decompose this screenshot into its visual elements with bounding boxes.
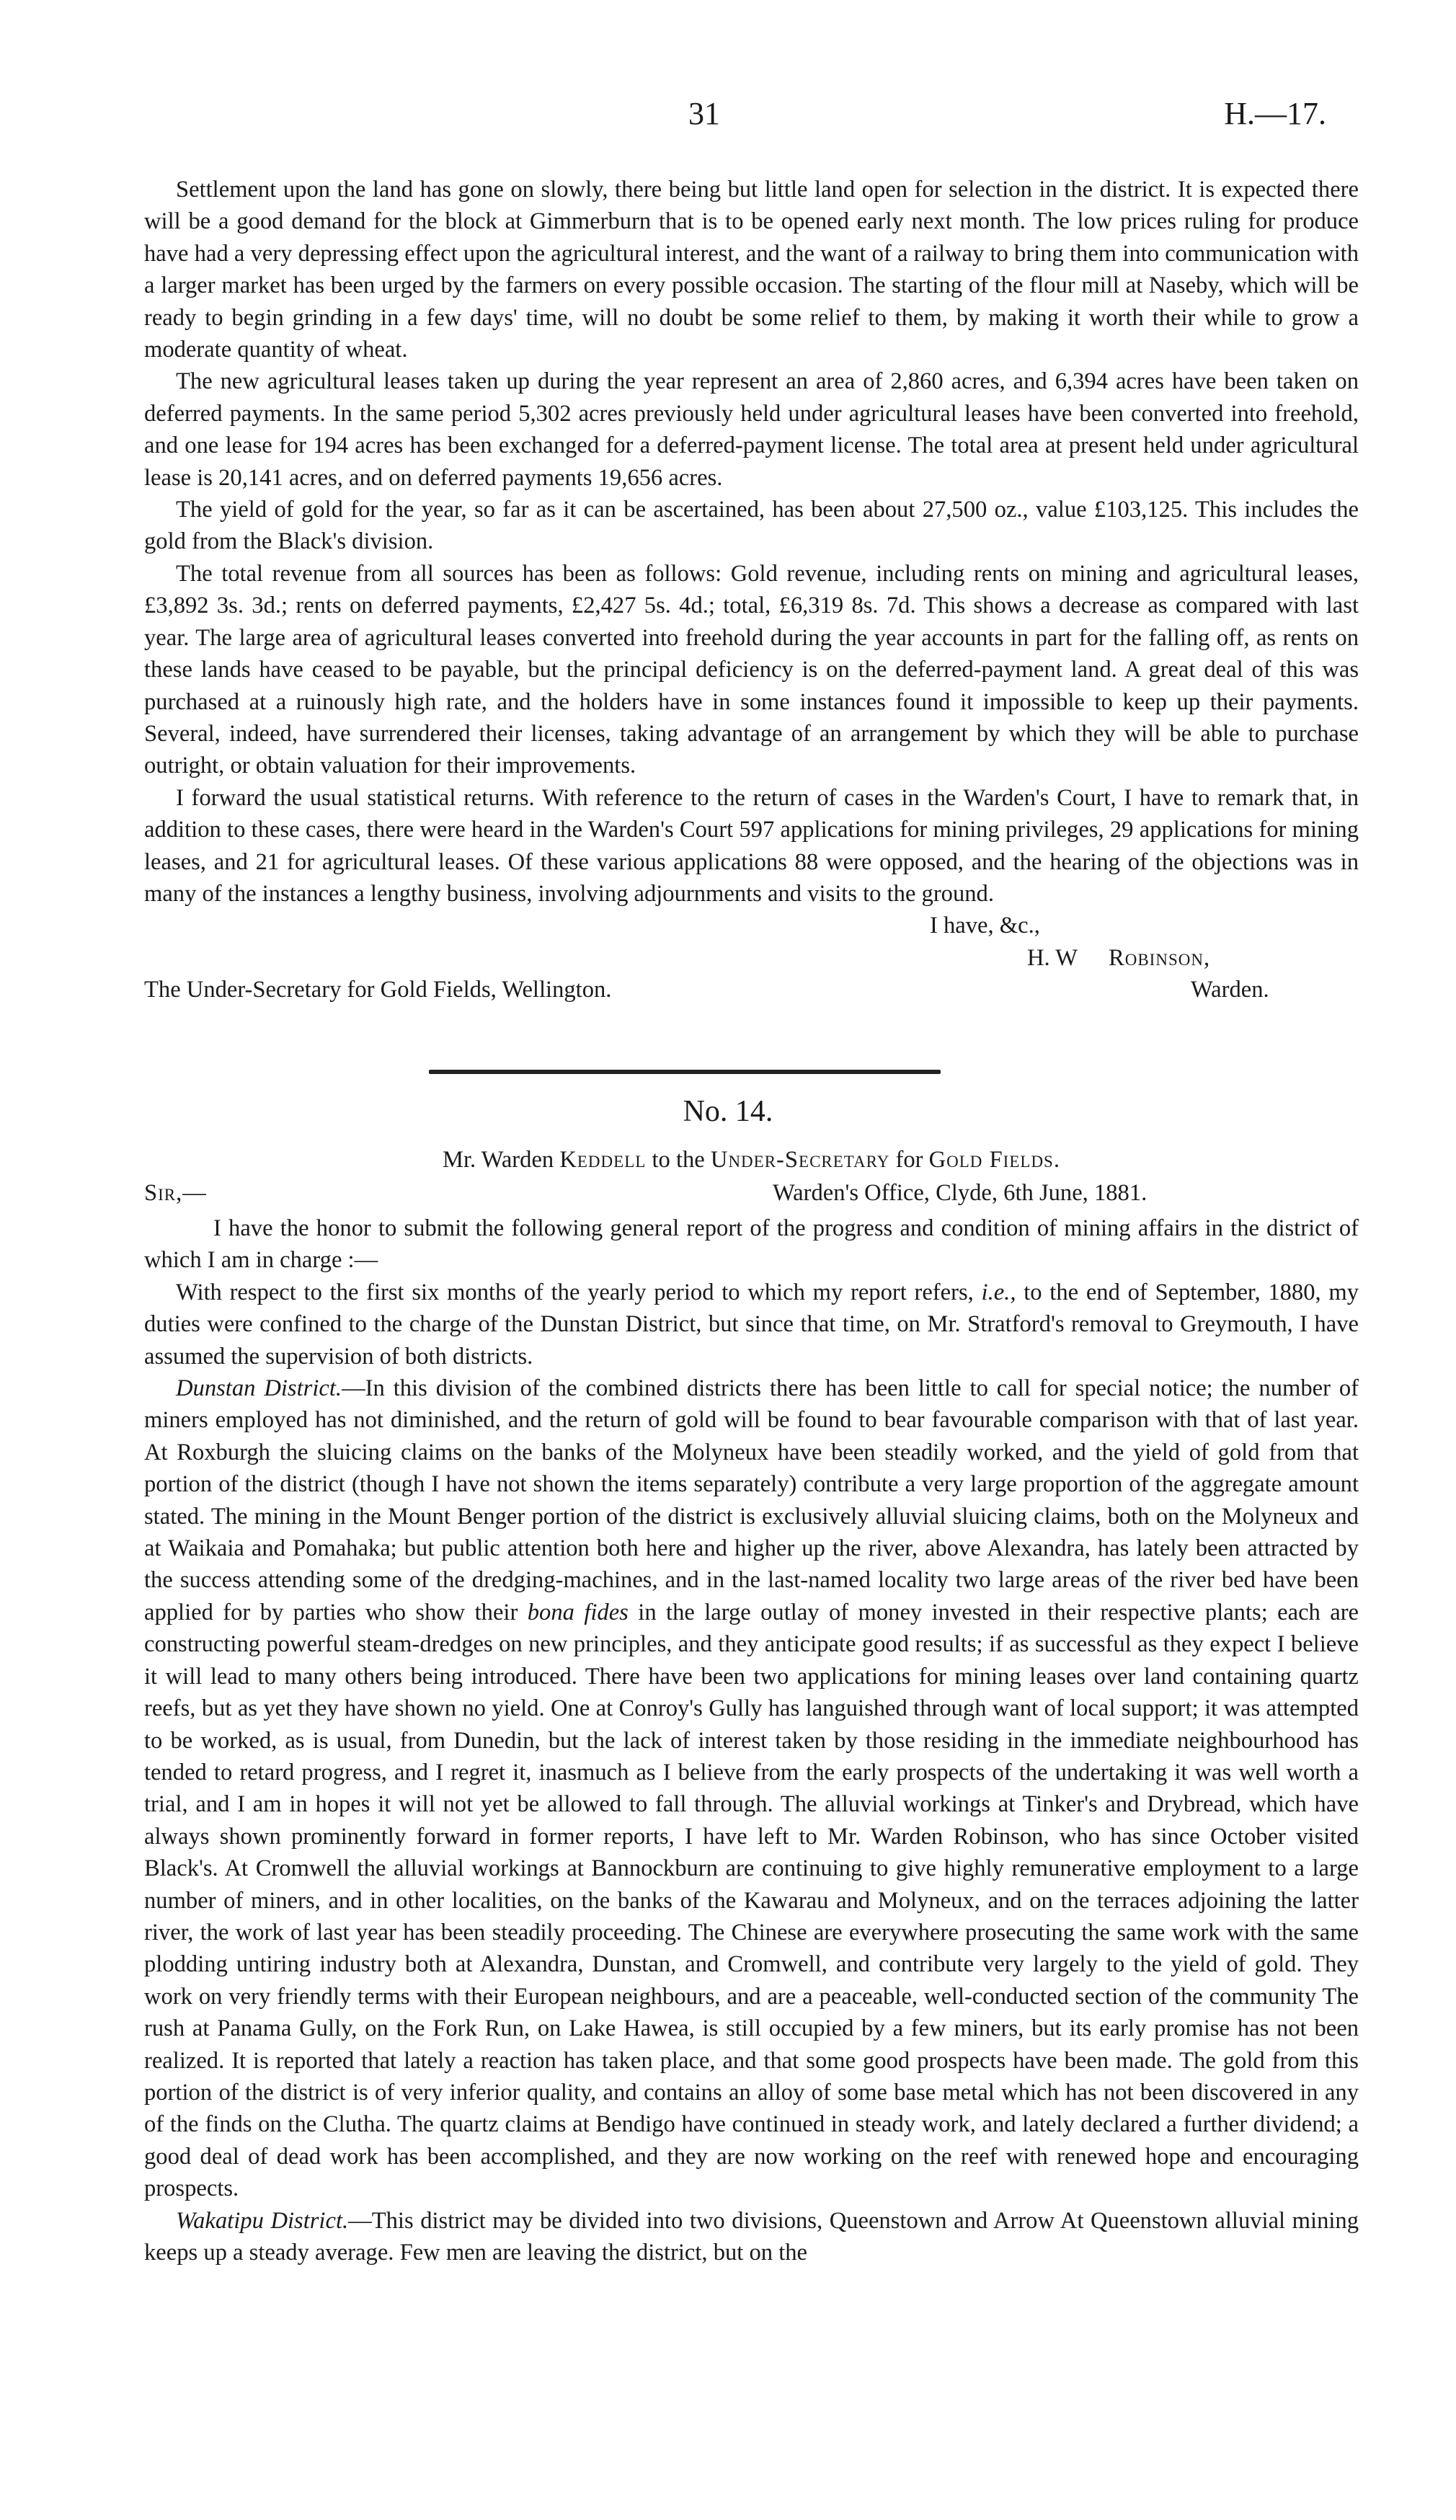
title-warden-name: Keddell — [559, 1147, 647, 1173]
page-number: 31 — [688, 96, 720, 131]
report-paragraph: With respect to the first six months of the yearly period to which my report refers, i.e., to the end of September, 1880, my duties were confined to the charge of the Dunstan District, but since that time, on Mr. Stratford's removal to Greymouth, I have assumed the supervision of both districts. — [144, 1279, 1359, 1370]
report-paragraph: The new agricultural leases taken up during the year represent an area of 2,860 acres, and 6,394 acres have been taken on deferred payments. In the same period 5,302 acres previously held under agricultural leases have been converted into freehold, and one lease for 194 acres has been exchanged for a deferred-payment license. The total area at present held under agricultural lease is 20,141 acres, and on deferred payments 19,656 acres. — [144, 368, 1359, 491]
signatory-title: Warden. — [1191, 977, 1269, 1003]
signatory-initials: H. W — [1027, 944, 1078, 971]
addressee: The Under-Secretary for Gold Fields, Wellington. — [144, 977, 612, 1003]
report-keddell — [144, 1212, 1359, 2268]
report-paragraph: The yield of gold for the year, so far as it can be ascertained, has been about 27,500 oz., value £103,125. This includes the gold from the Black's division. — [144, 497, 1359, 555]
report-paragraph: I forward the usual statistical returns. With reference to the return of cases in the Warden's Court, I have to remark that, in addition to these cases, there were heard in the Warden's Court 597 applications for mining privileges, 29 applications for mining leases, and 21 for agricultural leases. Of these various applications 88 were opposed, and the hearing of the objections was in many of the instances a lengthy business, involving adjournments and visits to the ground. — [144, 784, 1359, 907]
page-header — [0, 95, 1456, 138]
report-paragraph: The total revenue from all sources has been as follows: Gold revenue, including rents on mining and agricultural leases, £3,892 3s. 3d.; rents on deferred payments, £2,427 5s. 4d.; total, £6,319 8s. 7d. This shows a decrease as compared with last year. The large area of agricultural leases converted into freehold during the year accounts in part for the falling off, as rents on these lands have ceased to be payable, but the principal deficiency is on the deferred-payment land. A great deal of this was purchased at a ruinously high rate, and the holders have in some instances found it impossible to keep up their payments. Several, indeed, have surrendered their licenses, taking advantage of an arrangement by which they will be able to purchase outright, or obtain valuation for their improvements. — [144, 560, 1359, 779]
section-divider — [429, 1070, 941, 1074]
report-paragraph: Settlement upon the land has gone on slowly, there being but little land open for selection in the district. It is expected there will be a good demand for the block at Gimmerburn that is to be opened early next month. The low prices ruling for produce have had a very depressing effect upon the agricultural interest, and the want of a railway to bring them into communication with a larger market has been urged by the farmers on every possible occasion. The starting of the flour mill at Naseby, which will be ready to begin grinding in a few days' time, will no doubt be some relief to them, by making it worth their while to grow a moderate quantity of wheat. — [144, 177, 1359, 363]
document-number: No. 14. — [683, 1095, 773, 1128]
parliamentary-paper-reference: H.—17. — [1224, 96, 1326, 131]
title-prefix: Mr. Warden — [442, 1147, 554, 1173]
report-paragraph: I have the honor to submit the following general report of the progress and condition of mining affairs in the district of which I am in charge :— — [144, 1215, 1359, 1274]
signature-line — [144, 942, 1359, 974]
report-paragraph: Wakatipu District.—This district may be divided into two divisions, Queenstown and Arrow At Queenstown alluvial mining keeps up a steady average. Few men are leaving the district, but on the — [144, 2207, 1359, 2266]
salutation: Sir,— — [144, 1180, 207, 1206]
section-heading: Dunstan District. — [176, 1375, 342, 1402]
addressee-line — [144, 974, 1359, 1006]
title-recipient: Under-Secretary — [710, 1147, 890, 1173]
closing-phrase: I have, &c., — [930, 913, 1040, 939]
section-heading: Wakatipu District. — [176, 2207, 349, 2234]
closing-line — [144, 910, 1359, 941]
dateline: Warden's Office, Clyde, 6th June, 1881. — [773, 1180, 1148, 1206]
signatory-surname: Robinson, — [1109, 944, 1211, 971]
report-paragraph: Dunstan District.—In this division of the combined districts there has been little to call for special notice; the number of miners employed has not diminished, and the return of gold will be found to bear favourable comparison with that of last year. At Roxburgh the sluicing claims on the banks of the Molyneux have been steadily worked, and the yield of gold from that portion of the district (though I have not shown the items separately) contribute a very large proportion of the aggregate amount stated. The mining in the Mount Benger portion of the district is exclusively alluvial sluicing claims, both on the Molyneux and at Waikaia and Pomahaka; but public attention both here and higher up the river, above Alexandra, has lately been attracted by the success attending some of the dredging-machines, and in the last-named locality two large areas of the river bed have been applied for by parties who show their bona fides in the large outlay of money invested in their respective plants; each are constructing powerful steam-dredges on new principles, and they anticipate good results; if as successful as they expect I believe it will lead to many others being introduced. There have been two applications for mining leases over land containing quartz reefs, but as yet they have shown no yield. One at Conroy's Gully has languished through want of local support; it was attempted to be worked, as is usual, from Dunedin, but the lack of interest taken by those residing in the immediate neighbourhood has tended to retard progress, and I regret it, inasmuch as I believe from the early prospects of the undertaking it was well worth a trial, and I am in hopes it will not yet be allowed to fall through. The alluvial workings at Tinker's and Drybread, which have always shown prominently forward in former reports, I have left to Mr. Warden Robinson, who has since October visited Black's. At Cromwell the alluvial workings at Bannockburn are continuing to give highly remunerative employment to a large number of miners, and in other localities, on the banks of the Kawarau and Molyneux, and on the terraces adjoining the latter river, the work of last year has been steadily proceeding. The Chinese are everywhere prosecuting the same work with the same plodding untiring industry both at Alexandra, Dunstan, and Cromwell, and contribute very largely to the yield of gold. They work on very friendly terms with their European neighbours, and are a peaceable, well-conducted section of the community The rush at Panama Gully, on the Fork Run, on Lake Hawea, is still occupied by a few miners, but its early promise has not been realized. It is reported that lately a reaction has taken place, and that some good prospects have been made. The gold from this portion of the district is of very inferior quality, and contains an alloy of some base metal which has not been discovered in any of the finds on the Clutha. The quartz claims at Bendigo have continued in steady work, and lately declared a further dividend; a good deal of dead work has been accomplished, and they are now working on the reef with renewed hope and encouraging prospects. — [144, 1375, 1359, 2202]
letter-title — [144, 1147, 1359, 1174]
title-for: for — [895, 1147, 923, 1173]
title-connector: to the — [652, 1147, 705, 1173]
report-robinson — [144, 174, 1359, 1006]
title-department: Gold Fields. — [928, 1147, 1060, 1173]
salutation-row — [144, 1180, 1359, 1212]
